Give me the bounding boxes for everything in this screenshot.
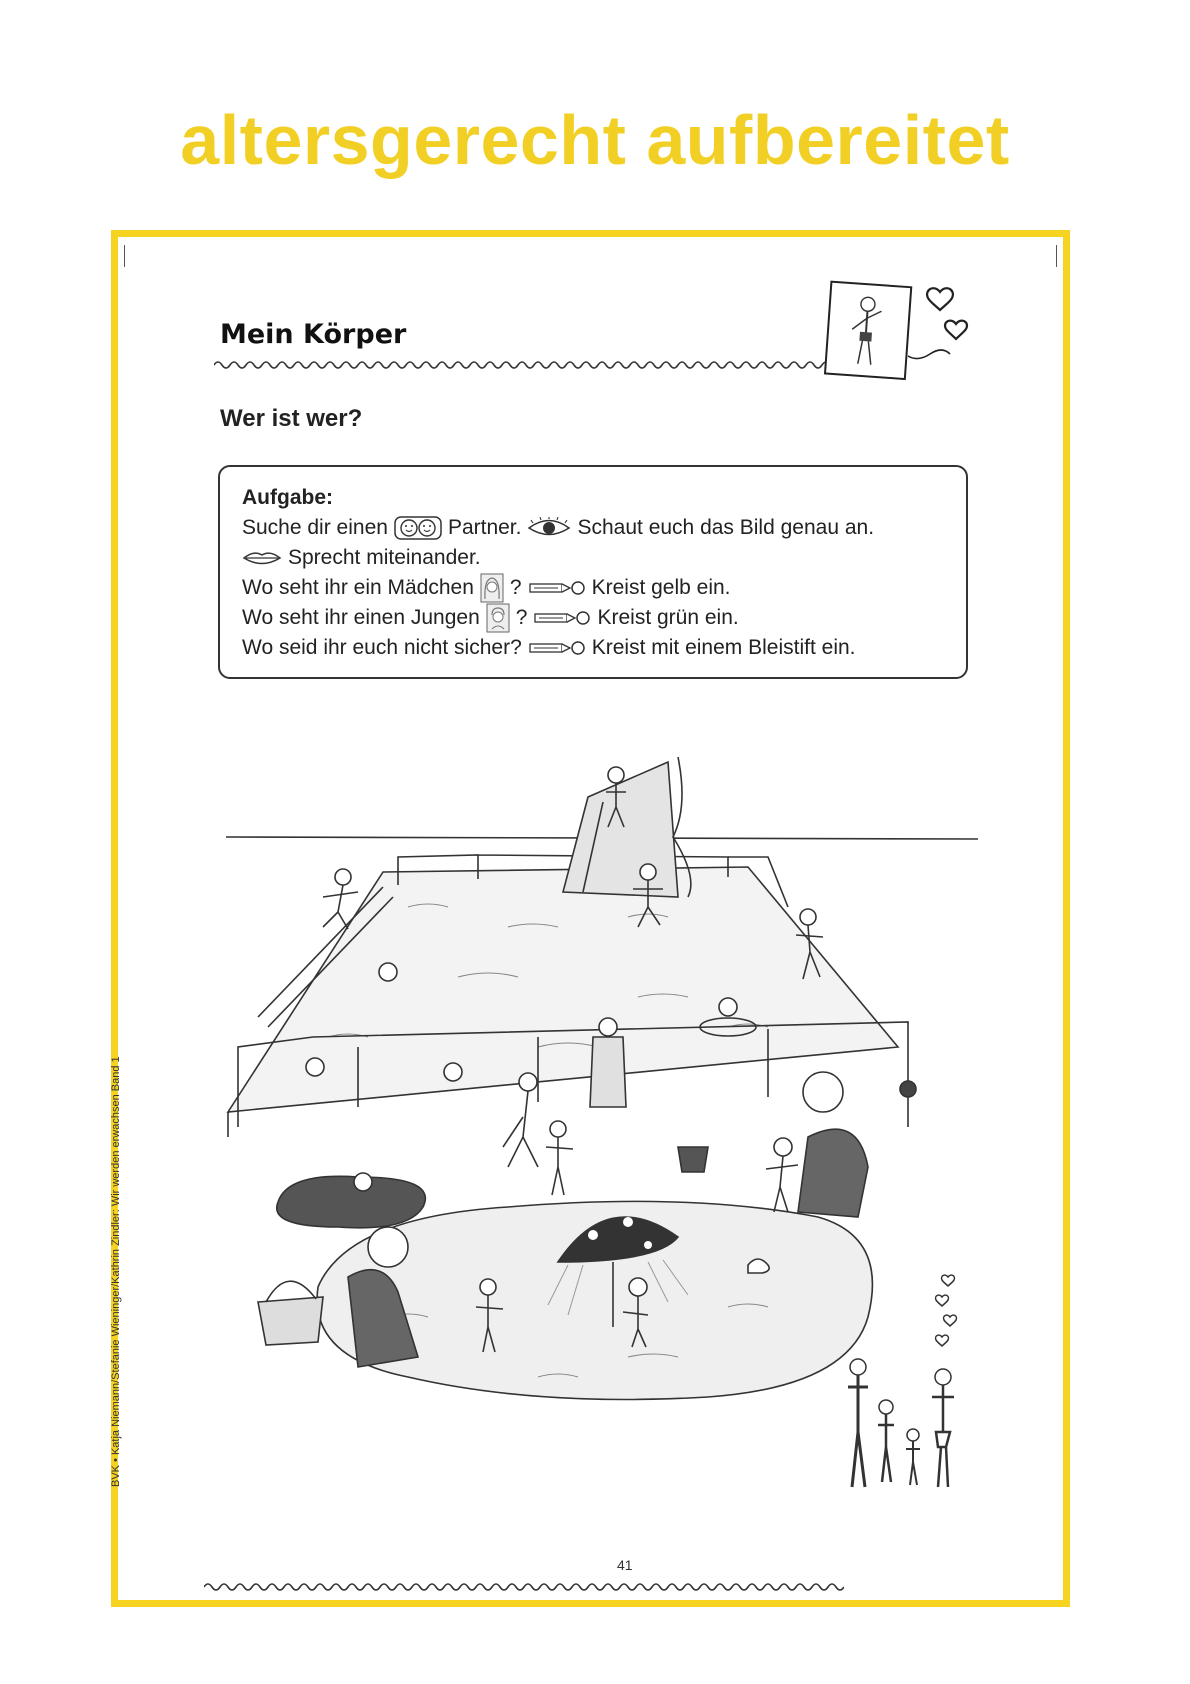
- girl-portrait-icon: [480, 573, 504, 603]
- task-text: Kreist mit einem Bleistift ein.: [591, 636, 856, 659]
- worksheet-frame: [111, 230, 1070, 1607]
- partner-faces-icon: [394, 516, 442, 540]
- pencil-circle-icon: [533, 610, 591, 626]
- task-text: Wo seht ihr einen Jungen: [242, 606, 480, 629]
- boy-portrait-icon: [486, 603, 510, 633]
- task-text: Sprecht miteinander.: [288, 546, 481, 569]
- crop-mark-left: [124, 245, 125, 267]
- task-text: ?: [509, 576, 522, 599]
- family-illustration: [838, 1267, 988, 1497]
- task-line-1: [242, 513, 944, 543]
- task-text: Wo seid ihr euch nicht sicher?: [242, 636, 522, 659]
- worksheet-subtitle: Wer ist wer?: [220, 405, 363, 432]
- pencil-circle-icon: [528, 640, 586, 656]
- bottom-wave-divider: [204, 1577, 844, 1597]
- task-text: Kreist gelb ein.: [591, 576, 731, 599]
- pencil-circle-icon: [528, 580, 586, 596]
- credit-line: BVK • Katja Niemann/Stefanie Wieninger/Kathrin Zindler: Wir werden erwachsen Band 1: [110, 1056, 122, 1487]
- task-text: Suche dir einen: [242, 516, 388, 539]
- task-line-5: [242, 633, 944, 663]
- worksheet-title: Mein Körper: [220, 319, 407, 350]
- task-box: [218, 465, 968, 679]
- task-line-4: [242, 603, 944, 633]
- task-text: Kreist grün ein.: [597, 606, 739, 629]
- task-text: Partner.: [447, 516, 522, 539]
- task-text: Schaut euch das Bild genau an.: [577, 516, 875, 539]
- task-line-3: [242, 573, 944, 603]
- task-line-2: [242, 543, 944, 573]
- mouth-icon: [242, 549, 282, 567]
- banner-title: altersgerecht aufbereitet: [180, 101, 1010, 179]
- task-heading: Aufgabe:: [242, 486, 333, 509]
- eye-icon: [527, 517, 571, 539]
- topic-badge-illustration: [818, 272, 988, 402]
- crop-mark-right: [1056, 245, 1057, 267]
- task-text: Wo seht ihr ein Mädchen: [242, 576, 474, 599]
- page-number: 41: [617, 1557, 633, 1573]
- task-text: ?: [515, 606, 528, 629]
- title-wave-divider: [214, 355, 834, 375]
